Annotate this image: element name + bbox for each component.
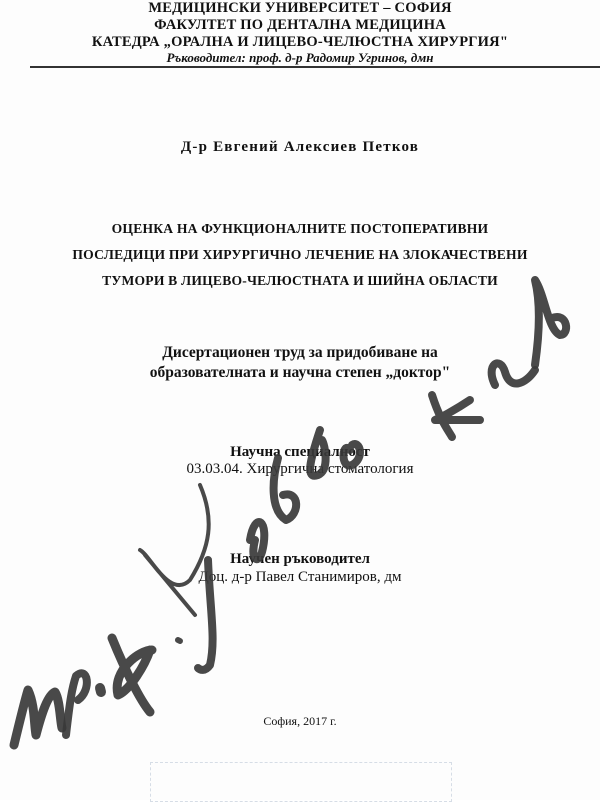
thesis-title-line-2: ПОСЛЕДИЦИ ПРИ ХИРУРГИЧНО ЛЕЧЕНИЕ НА ЗЛОКАЧЕСТВЕНИ bbox=[72, 247, 528, 262]
thesis-title-line-1: ОЦЕНКА НА ФУНКЦИОНАЛНИТЕ ПОСТОПЕРАТИВНИ bbox=[111, 221, 489, 236]
thesis-title-line-3: ТУМОРИ В ЛИЦЕВО-ЧЕЛЮСТНАТА И ШИЙНА ОБЛАСТИ bbox=[102, 273, 498, 288]
department-name: КАТЕДРА „ОРАЛНА И ЛИЦЕВО-ЧЕЛЮСТНА ХИРУРГИЯ" bbox=[91, 34, 509, 50]
supervisor-value: Доц. д-р Павел Станимиров, дм bbox=[198, 569, 402, 585]
purpose-line-2: образователната и научна степен „доктор" bbox=[149, 364, 451, 381]
specialty-value: 03.03.04. Хирургична стоматология bbox=[186, 461, 414, 477]
library-stamp bbox=[150, 762, 452, 802]
department-head: Ръководител: проф. д-р Радомир Угринов, дмн bbox=[166, 50, 434, 65]
header-divider bbox=[30, 66, 600, 68]
specialty-label: Научна специалност bbox=[230, 444, 370, 460]
place-and-date: София, 2017 г. bbox=[263, 714, 337, 728]
purpose-line-1: Дисертационен труд за придобиване на bbox=[162, 344, 438, 361]
faculty-name: ФАКУЛТЕТ ПО ДЕНТАЛНА МЕДИЦИНА bbox=[154, 17, 446, 33]
supervisor-label: Научен ръководител bbox=[230, 551, 370, 567]
university-name: МЕДИЦИНСКИ УНИВЕРСИТЕТ – СОФИЯ bbox=[148, 0, 452, 16]
author-name: Д-р Евгений Алексиев Петков bbox=[180, 139, 420, 155]
